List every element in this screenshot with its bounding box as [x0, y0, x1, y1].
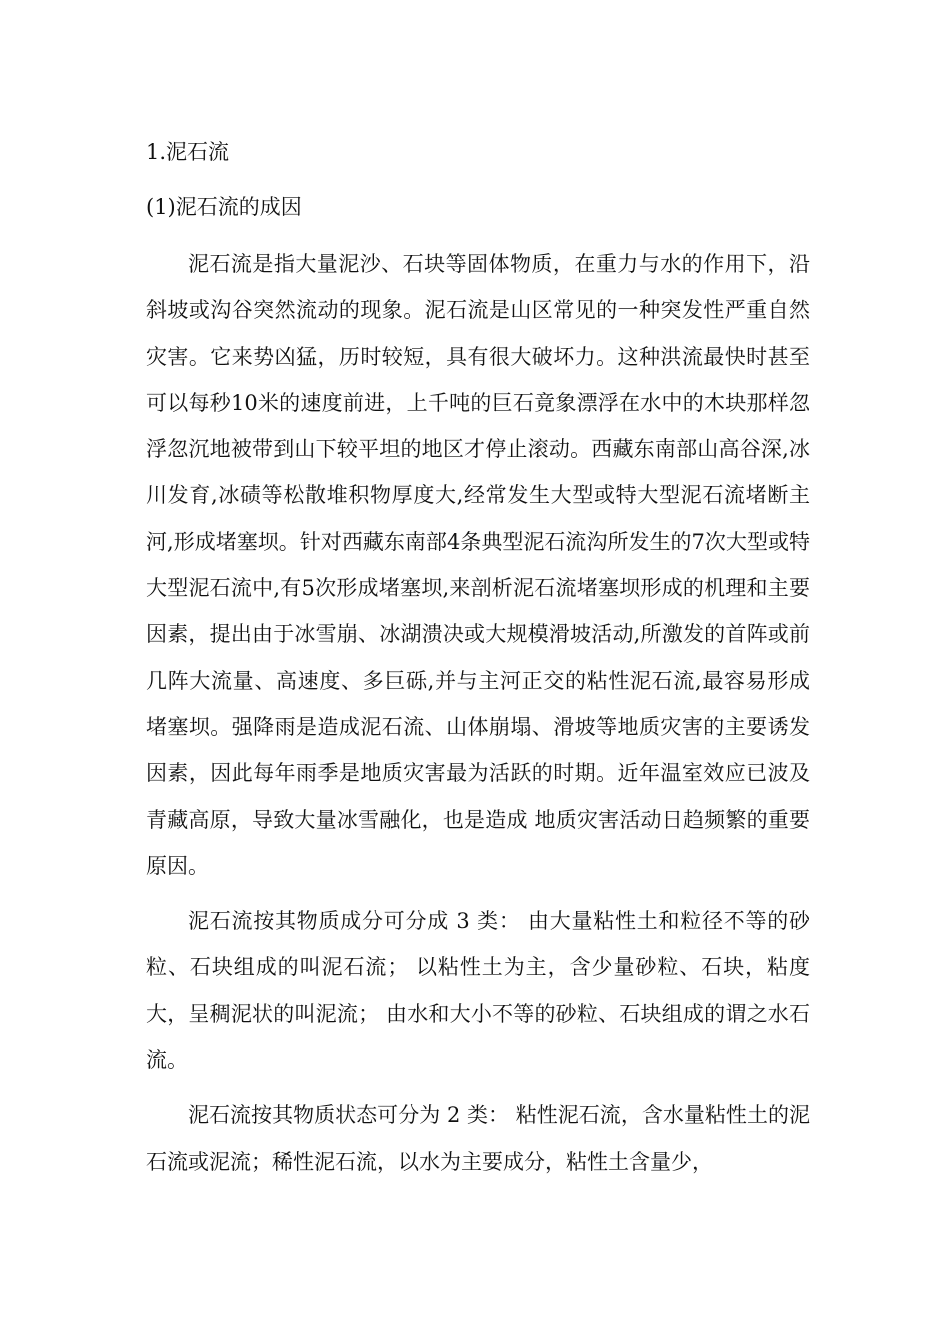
- paragraph-state-types: 泥石流按其物质状态可分为 2 类： 粘性泥石流，含水量粘性土的泥石流或泥流；稀性泥石流，以水为主要成分，粘性土含量少，: [146, 1103, 810, 1174]
- paragraph-causes: 泥石流是指大量泥沙、石块等固体物质，在重力与水的作用下，沿斜坡或沟谷突然流动的现象。泥石流是山区常见的一种突发性严重自然灾害。它来势凶猛，历时较短，具有很大破坏力。这种洪流最快时甚至可以每秒10米的速度前进，上千吨的巨石竟象漂浮在水中的木块那样忽浮忽沉地被带到山下较平坦的地区才停止滚动。西藏东南部山高谷深,冰川发育,冰碛等松散堆积物厚度大,经常发生大型或特大型泥石流堵断主河,形成堵塞坝。针对西藏东南部4条典型泥石流沟所发生的7次大型或特大型泥石流中,有5次形成堵塞坝,来剖析泥石流堵塞坝形成的机理和主要因素，提出由于冰雪崩、冰湖溃决或大规模滑坡活动,所激发的首阵或前几阵大流量、高速度、多巨砾,并与主河正交的粘性泥石流,最容易形成堵塞坝。强降雨是造成泥石流、山体崩塌、滑坡等地质灾害的主要诱发因素，因此每年雨季是地质灾害最为活跃的时期。近年温室效应已波及青藏高原，导致大量冰雪融化，也是造成 地质灾害活动日趋频繁的重要原因。: [146, 252, 810, 878]
- section-heading: 1.泥石流: [146, 140, 230, 164]
- subsection-heading: (1)泥石流的成因: [146, 195, 302, 219]
- document-page: [146, 131, 810, 1185]
- paragraph-material-types: 泥石流按其物质成分可分成 3 类： 由大量粘性土和粒径不等的砂粒、石块组成的叫泥石流； 以粘性土为主，含少量砂粒、石块，粘度大，呈稠泥状的叫泥流； 由水和大小不等的砂粒、石块组成的谓之水石流。: [146, 909, 810, 1073]
